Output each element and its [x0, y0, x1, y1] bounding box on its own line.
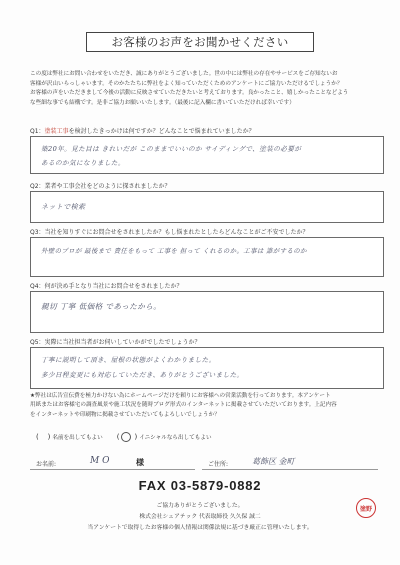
address-field[interactable]: [202, 454, 378, 470]
answer-1-line: 築20年。見た目は きれいだが このままでいいのか サイディングで、塗装の必要が: [41, 145, 302, 153]
footer-privacy: 当アンケートで取得したお客様の個人情報は関係法規に基づき厳正に管理いたします。: [87, 525, 313, 531]
selected-circle-mark: [121, 432, 131, 442]
question-3: [30, 228, 384, 277]
name-value: M O: [90, 456, 110, 466]
publication-notice: [30, 392, 378, 420]
question-5-label: Q5：実際に当社担当者がお伺いしていかがでしたでしょうか？: [30, 339, 201, 346]
choice-initial-ok[interactable]: [117, 432, 212, 442]
answer-4-line: 親切 丁寧 低価格 であったから。: [41, 302, 162, 311]
choice-name-ok[interactable]: [36, 433, 103, 441]
question-1: [30, 127, 384, 174]
answer-2-line: ネットで検索: [41, 203, 86, 211]
intro-line: お客様の声をいただきまして今後の活動に反映させていただきたいと考えております。良かったこと、嬉しかったことなどよう: [30, 90, 349, 97]
address-label: ご住所:: [208, 461, 229, 468]
question-2-label: Q2：業者や工事会社をどのように探されましたか？: [30, 183, 171, 190]
answer-3-box[interactable]: [30, 237, 384, 277]
answer-2-box[interactable]: [30, 191, 384, 223]
question-4: [30, 282, 384, 333]
name-field[interactable]: [30, 454, 195, 470]
notice-line: をインターネットや印刷物に掲載させていただいてもよろしいでしょうか？: [30, 411, 220, 418]
choice-bracket: ): [134, 433, 138, 441]
notice-line: 用紙またはお客様宅の調査風景や施工状況を随時ブログ形式のインターネットに掲載させていただいております。上記内容: [30, 402, 337, 409]
question-2: [30, 182, 384, 223]
seal-stamp: 塗野: [356, 498, 376, 518]
intro-line: この度は弊社にお問い合わせをいただき、誠にありがとうございました。世の中には弊社の存在やサービスをご存知ないお: [30, 71, 338, 77]
name-label: お名前:: [36, 461, 57, 468]
page-title: お客様のお声をお聞かせください: [86, 32, 314, 52]
answer-5-line: 丁寧に説明して頂き、屋根の状態がよくわかりました。: [41, 356, 216, 364]
intro-text: [30, 70, 375, 108]
question-1-label: Q1：塗装工事を検討したきっかけは何ですか？どんなことで悩まれていましたか？: [30, 128, 255, 135]
name-suffix: 様: [136, 458, 144, 467]
intro-line: 客様が沢山いらっしゃいます。そのかたたちに弊社をよく知っていただくためのアンケートにご協力いただけるでしょうか？: [30, 80, 343, 87]
answer-3-line: 外壁のプロが 最後まで 責任をもって 工事を 担って くれるのか。工事は 誰がするのか: [41, 247, 307, 255]
choice-bracket: (: [116, 433, 120, 441]
publication-choices: [36, 432, 212, 442]
answer-4-box[interactable]: [30, 291, 384, 333]
choice-initial-ok-label: イニシャルなら出してもよい: [139, 435, 212, 441]
choice-name-ok-label: 名前を出してもよい: [52, 435, 103, 441]
footer-company: 株式会社シェアテック 代表取締役 久久保 誠二: [139, 514, 261, 520]
answer-1-box[interactable]: [30, 136, 384, 174]
footer-thanks: ご協力ありがとうございました。: [156, 503, 244, 509]
address-value: 葛飾区 金町: [252, 457, 295, 466]
answer-5-line: 多少日程変更にも対応していただき、ありがとうございました。: [41, 371, 244, 379]
answer-5-box[interactable]: [30, 347, 384, 389]
notice-line: ★弊社は広告宣伝費を極力かけない為にホームページだけを頼りにお客様への営業活動を行っております。本アンケート: [30, 393, 331, 399]
question-5: [30, 338, 384, 389]
choice-bracket: ( ): [36, 433, 51, 441]
answer-1-line: あるのか気になりました。: [41, 159, 125, 167]
question-3-label: Q3：当社を知りすぐにお問合せをされましたか？もし悩まれたとしたらどんなことがご不安でしたか？: [30, 229, 309, 236]
intro-line: な些細な事でも結構です。是非ご協力お願いいたします。（最後に記入欄に書いていただければ幸いです）: [30, 99, 295, 106]
question-4-label: Q4：何が決め手となり当社にお問合せをされましたか？: [30, 283, 183, 290]
fax-number: FAX 03-5879-0882: [138, 478, 262, 493]
